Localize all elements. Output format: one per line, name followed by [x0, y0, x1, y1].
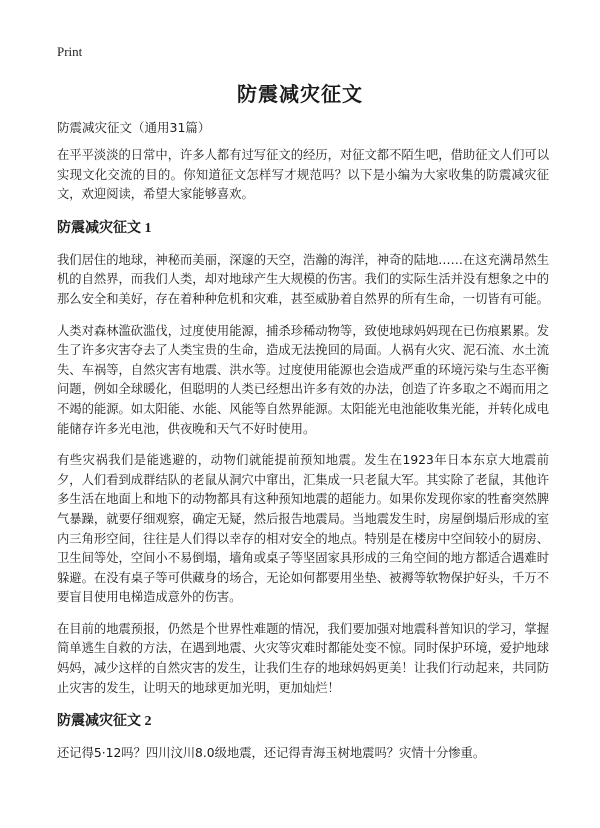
- article-body: [57, 118, 549, 776]
- article-subtitle: 防震减灾征文（通用31篇）: [57, 120, 211, 135]
- section-1-paragraph-2: 人类对森林滥砍滥伐，过度使用能源，捕杀珍稀动物等，致使地球妈妈现在已伤痕累累。发生了许多灾害夺去了人类宝贵的生命，造成无法挽回的局面。人祸有火灾、泥石流、水土流失、车祸等，自然灾害有地震、洪水等。过度使用能源也会造成严重的环境污染与生态平衡问题，例如全球暖化，但聪明的人类已经想出许多有效的办法，创造了许多取之不竭而用之不竭的能源。如太阳能、水能、风能等自然界能源。太阳能光电池能收集光能，并转化成电能储存许多光电池，供夜晚和天气不好时使用。: [57, 323, 549, 436]
- section-1-paragraph-3: 有些灾祸我们是能逃避的，动物们就能提前预知地震。发生在1923年日本东京大地震前夕，人们看到成群结队的老鼠从洞穴中窜出，汇集成一只老鼠大军。其实除了老鼠，其他许多生活在地面上和地下的动物都具有这种预知地震的超能力。如果你发现你家的牲畜突然脾气暴躁，就要仔细观察，确定无疑，然后报告地震局。当地震发生时，房屋倒塌后形成的室内三角形空间，往往是人们得以幸存的相对安全的地点。特别是在楼房中空间较小的厨房、卫生间等处，空间小不易倒塌，墙角或桌子等坚固家具形成的三角空间的地方都适合遇难时躲避。在没有桌子等可供藏身的场合，无论如何都要用坐垫、被褥等软物保护好头，千万不要盲目使用电梯造成意外的伤害。: [57, 453, 549, 605]
- section-1-paragraph-4: 在目前的地震预报，仍然是个世界性难题的情况，我们要加强对地震科普知识的学习，掌握简单逃生自救的方法，在遇到地震、火灾等灾难时都能处变不惊。同时保护环境，爱护地球妈妈，减少这样的自然灾害的发生，让我们生存的地球妈妈更美！让我们行动起来，共同防止灾害的发生，让明天的地球更加光明，更加灿烂！: [57, 621, 549, 695]
- section-1-paragraph-1: 我们居住的地球，神秘而美丽，深邃的天空，浩瀚的海洋，神奇的陆地……在这充满昂然生机的自然界，而我们人类，却对地球产生大规模的伤害。我们的实际生活并没有想象之中的那么安全和美好，存在着种种危机和灾难，甚至威胁着自然界的所有生命，一切皆有可能。: [57, 252, 549, 306]
- section-heading-2: 防震减灾征文 2: [57, 714, 152, 730]
- print-link[interactable]: Print: [57, 44, 83, 59]
- page-title: 防震减灾征文: [237, 82, 363, 106]
- section-2-paragraph-1: 还记得5·12吗？四川汶川8.0级地震，还记得青海玉树地震吗？灾情十分惨重。: [57, 746, 486, 761]
- intro-paragraph: 在平平淡淡的日常中，许多人都有过写征文的经历，对征文都不陌生吧，借助征文人们可以实现文化交流的目的。你知道征文怎样写才规范吗？以下是小编为大家收集的防震减灾征文，欢迎阅读，希望大家能够喜欢。: [57, 148, 549, 202]
- section-heading-1: 防震减灾征文 1: [57, 220, 152, 236]
